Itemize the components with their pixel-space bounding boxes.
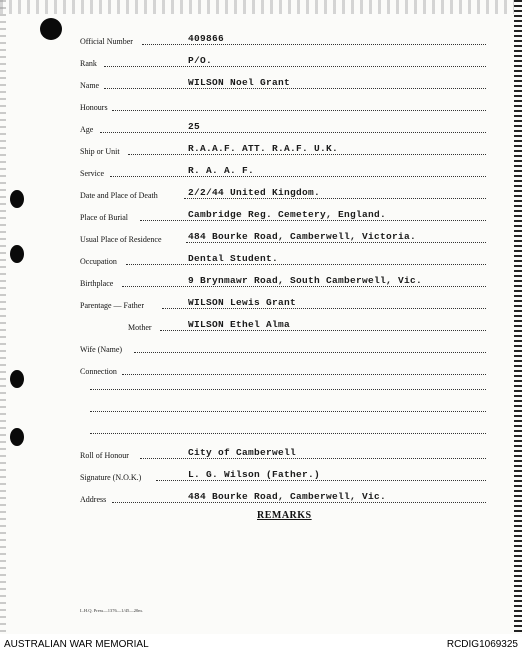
archive-name: AUSTRALIAN WAR MEMORIAL [4, 639, 149, 650]
field-label: Usual Place of Residence [80, 235, 162, 244]
field-birthplace [80, 274, 486, 288]
field-value: WILSON Ethel Alma [188, 319, 291, 330]
field-usual-place-of-residence [80, 230, 486, 244]
connection-extra-line [90, 410, 486, 412]
punch-hole [10, 245, 24, 263]
dotted-line [100, 131, 486, 133]
dotted-line [134, 351, 486, 353]
field-label: Connection [80, 367, 117, 376]
remarks-heading: REMARKS [257, 510, 312, 521]
field-label: Birthplace [80, 279, 114, 288]
field-value: City of Camberwell [188, 447, 297, 458]
field-label: Mother [128, 323, 152, 332]
field-label: Service [80, 169, 104, 178]
connection-extra-line [90, 388, 486, 390]
punch-hole [10, 190, 24, 208]
field-label: Wife (Name) [80, 345, 123, 354]
field-value: R. A. A. F. [188, 165, 255, 176]
field-label: Ship or Unit [80, 147, 120, 156]
dotted-line [104, 65, 486, 67]
field-value: WILSON Lewis Grant [188, 297, 297, 308]
field-label: Parentage — Father [80, 301, 144, 310]
dotted-line [126, 263, 486, 265]
field-label: Age [80, 125, 94, 134]
field-value: P/O. [188, 55, 213, 66]
field-value: Cambridge Reg. Cemetery, England. [188, 209, 387, 220]
field-value: WILSON Noel Grant [188, 77, 291, 88]
field-mother [80, 318, 486, 332]
field-service [80, 164, 486, 178]
field-value: R.A.A.F. ATT. R.A.F. U.K. [188, 143, 339, 154]
field-official-number [80, 32, 486, 46]
field-label: Rank [80, 59, 97, 68]
field-address [80, 490, 486, 504]
field-value: 25 [188, 121, 201, 132]
field-name [80, 76, 486, 90]
field-occupation [80, 252, 486, 266]
field-label: Official Number [80, 37, 133, 46]
field-date-and-place-of-death [80, 186, 486, 200]
scan-edge-left [0, 0, 6, 634]
field-label: Name [80, 81, 100, 90]
field-value: 484 Bourke Road, Camberwell, Victoria. [188, 231, 417, 242]
field-label: Place of Burial [80, 213, 128, 222]
printer-imprint: L.H.Q. Press—1376—1/45—20m. [80, 608, 143, 613]
scan-edge-top [0, 0, 522, 14]
record-id: RCDIG1069325 [446, 639, 518, 650]
field-age [80, 120, 486, 134]
field-ship-or-unit [80, 142, 486, 156]
field-honours [80, 98, 486, 112]
field-label: Roll of Honour [80, 451, 129, 460]
punch-hole [10, 370, 24, 388]
field-value: 409866 [188, 33, 225, 44]
field-value: 2/2/44 United Kingdom. [188, 187, 321, 198]
field-value: 9 Brynmawr Road, South Camberwell, Vic. [188, 275, 423, 286]
punch-hole [10, 428, 24, 446]
field-label: Honours [80, 103, 108, 112]
field-label: Occupation [80, 257, 117, 266]
field-label: Date and Place of Death [80, 191, 158, 200]
field-rank [80, 54, 486, 68]
field-parentage-father [80, 296, 486, 310]
field-roll-of-honour [80, 446, 486, 460]
archive-footer [0, 634, 522, 654]
punch-hole [40, 18, 62, 40]
dotted-line [110, 175, 486, 177]
field-place-of-burial [80, 208, 486, 222]
dotted-line [112, 109, 486, 111]
field-label: Address [80, 495, 107, 504]
field-label: Signature (N.O.K.) [80, 473, 142, 482]
field-value: Dental Student. [188, 253, 279, 264]
dotted-line [122, 373, 486, 375]
field-wife-name [80, 340, 486, 354]
field-value: 484 Bourke Road, Camberwell, Vic. [188, 491, 387, 502]
dotted-line [104, 87, 486, 89]
scan-edge-right [514, 0, 522, 634]
connection-extra-line [90, 432, 486, 434]
field-signature-nok [80, 468, 486, 482]
field-value: L. G. Wilson (Father.) [188, 469, 321, 480]
field-connection [80, 362, 486, 376]
